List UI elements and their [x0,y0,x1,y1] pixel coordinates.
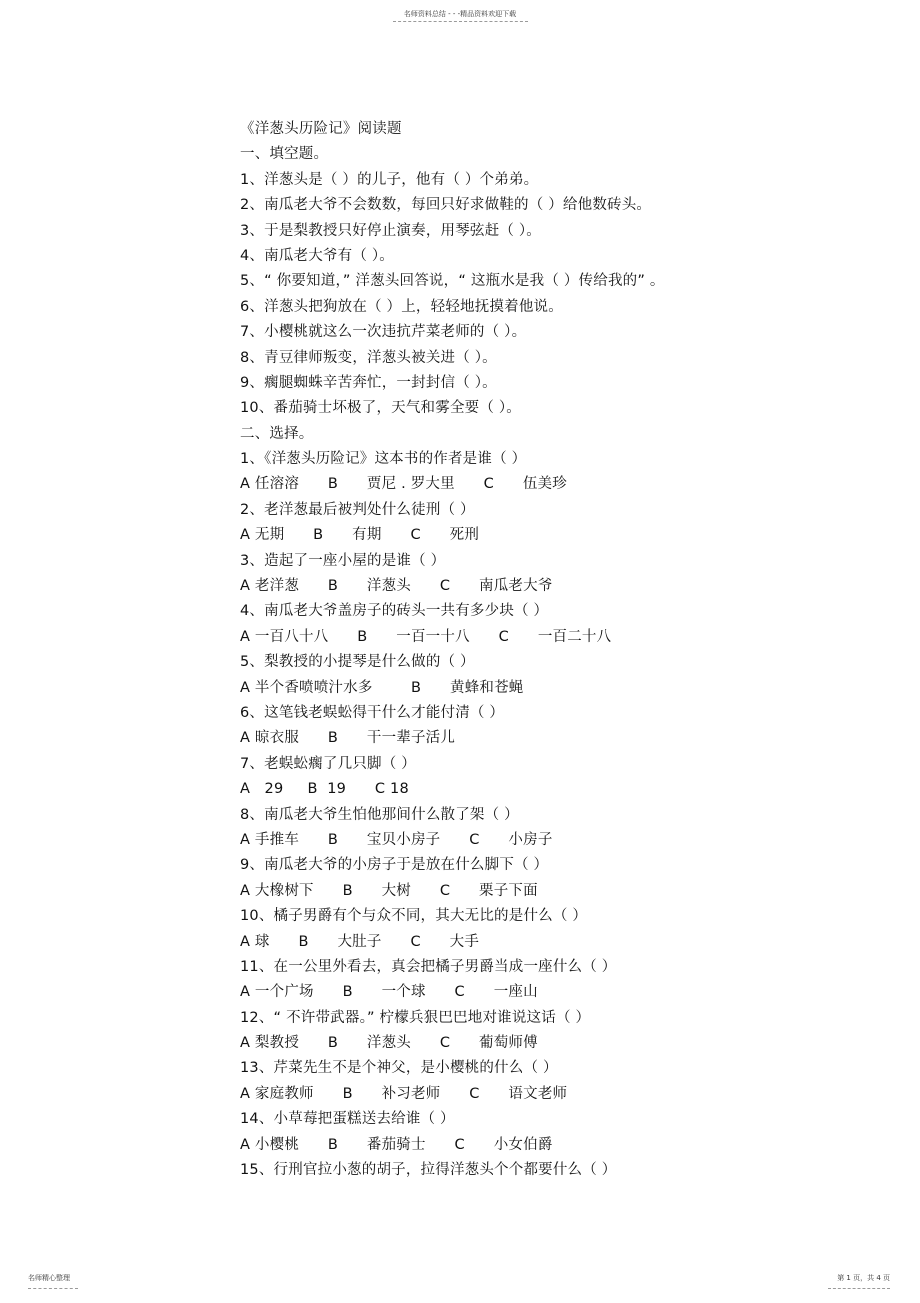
header-dotted-divider [393,21,528,22]
choice-options-4: A 一百八十八 B 一百一十八 C 一百二十八 [240,628,612,645]
fill-blank-question-7: 7、小樱桃就这么一次违抗芹菜老师的（ ）。 [240,324,527,341]
fill-blank-question-4: 4、南瓜老大爷有（ ）。 [240,247,394,264]
choice-options-11: A 一个广场 B 一个球 C 一座山 [240,984,538,1001]
choice-options-10: A 球 B 大肚子 C 大手 [240,933,480,950]
footer-dotted-divider-right [828,1288,890,1289]
choice-options-3: A 老洋葱 B 洋葱头 C 南瓜老大爷 [240,578,553,595]
choice-options-13: A 家庭教师 B 补习老师 C 语文老师 [240,1085,568,1102]
choice-question-10: 10、橘子男爵有个与众不同，其大无比的是什么（ ） [240,908,588,925]
choice-question-6: 6、这笔钱老蜈蚣得干什么才能付清（ ） [240,704,505,721]
choice-options-6: A 晾衣服 B 干一辈子活儿 [240,730,456,747]
choice-options-14: A 小樱桃 B 番茄骑士 C 小女伯爵 [240,1136,553,1153]
fill-blank-question-5: 5、“ 你要知道，” 洋葱头回答说，“ 这瓶水是我（ ）传给我的” 。 [240,273,665,290]
footer-dotted-divider-left [28,1288,78,1289]
choice-question-5: 5、梨教授的小提琴是什么做的（ ） [240,654,475,671]
choice-options-5: A 半个香喷喷汁水多 B 黄蜂和苍蝇 [240,679,524,696]
choice-options-2: A 无期 B 有期 C 死刑 [240,527,480,544]
fill-blank-question-10: 10、番茄骑士坏极了，天气和雾全要（ ）。 [240,400,522,417]
section-heading-fill-blank: 一、填空题。 [240,146,329,163]
fill-blank-question-3: 3、于是梨教授只好停止演奏，用琴弦赶（ ）。 [240,222,541,239]
choice-question-9: 9、南瓜老大爷的小房子于是放在什么脚下（ ） [240,857,549,874]
choice-question-12: 12、“ 不许带武器。” 柠檬兵狠巴巴地对谁说这话（ ） [240,1009,591,1026]
choice-question-7: 7、老蜈蚣瘸了几只脚（ ） [240,755,416,772]
document-title: 《洋葱头历险记》阅读题 [240,121,402,137]
choice-options-8: A 手推车 B 宝贝小房子 C 小房子 [240,831,553,848]
page-number: 第 1 页，共 4 页 [837,1274,890,1282]
choice-question-15: 15、行刑官拉小葱的胡子，拉得洋葱头个个都要什么（ ） [240,1162,617,1179]
choice-question-1: 1、《洋葱头历险记》这本书的作者是谁（ ） [240,451,527,468]
fill-blank-question-6: 6、洋葱头把狗放在（ ）上，轻轻地抚摸着他说。 [240,298,563,315]
fill-blank-question-2: 2、南瓜老大爷不会数数，每回只好求做鞋的（ ）给他数砖头。 [240,197,652,214]
choice-options-9: A 大橡树下 B 大树 C 栗子下面 [240,882,538,899]
choice-question-14: 14、小草莓把蛋糕送去给谁（ ） [240,1111,455,1128]
choice-question-3: 3、造起了一座小屋的是谁（ ） [240,552,446,569]
choice-options-12: A 梨教授 B 洋葱头 C 葡萄师傅 [240,1035,538,1052]
section-heading-choice: 二、选择。 [240,425,314,442]
header-note: 名师资料总结 - - -精品资料欢迎下载 [403,10,517,18]
choice-options-1: A 任溶溶 B 贾尼 . 罗大里 C 伍美珍 [240,476,567,493]
footer-note: 名师精心整理 [28,1274,70,1282]
choice-options-7: A 29 B 19 C 18 [240,781,409,798]
choice-question-13: 13、芹菜先生不是个神父，是小樱桃的什么（ ） [240,1060,558,1077]
document-body [240,117,710,1183]
choice-question-4: 4、南瓜老大爷盖房子的砖头一共有多少块（ ） [240,603,549,620]
fill-blank-question-9: 9、瘸腿蜘蛛辛苦奔忙，一封封信（ ）。 [240,374,497,391]
choice-question-2: 2、老洋葱最后被判处什么徒刑（ ） [240,501,475,518]
choice-question-11: 11、在一公里外看去，真会把橘子男爵当成一座什么（ ） [240,958,617,975]
choice-question-8: 8、南瓜老大爷生怕他那间什么散了架（ ） [240,806,519,823]
fill-blank-question-1: 1、洋葱头是（ ）的儿子，他有（ ）个弟弟。 [240,171,539,188]
fill-blank-question-8: 8、青豆律师叛变，洋葱头被关进（ ）。 [240,349,497,366]
